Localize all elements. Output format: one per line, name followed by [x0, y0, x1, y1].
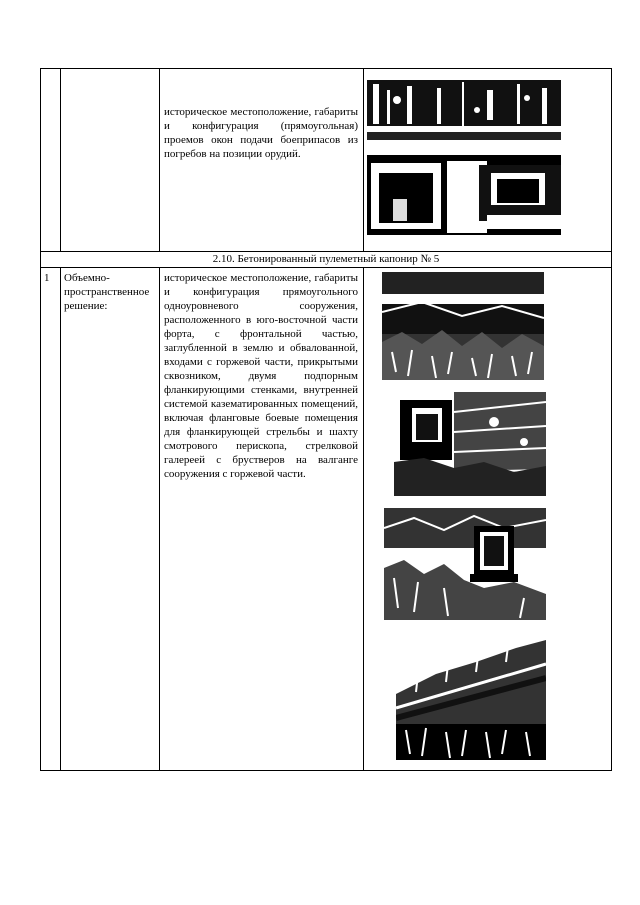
row-description: историческое местоположение, габариты и конфигурация прямоугольного одноуровневого сооружения, расположенного в юго-восточной части форта, с фронтальной частью, заглубленной в землю и обвалованной, входами с горжевой части, прикрытыми сквозником, двумя подпорным фланкирующими стенками, внутренней системой казематированных помещений, включая фланговые боевые помещения для фланкирующей стрельбы и шахту смотрового перископа, стрелковой галереей с брустверов на валганге сооружения с горжевой части.	[164, 272, 358, 480]
table-left-border	[40, 68, 41, 771]
column-divider-3-top	[363, 68, 364, 252]
photo-caponier-rampart	[396, 634, 546, 760]
top-row-description: историческое местоположение, габариты и конфигурация (прямоугольная) проемов окон подачи боеприпасов из погребов на позиции орудий.	[164, 106, 358, 160]
table-bottom-border	[40, 770, 612, 771]
row-label: Объемно-пространственное решение:	[64, 272, 150, 312]
photo-caponier-front	[382, 272, 544, 380]
column-divider-1-top	[60, 68, 61, 252]
photo-ammunition-windows	[367, 155, 561, 235]
section-title: 2.10. Бетонированный пулеметный капонир № 5	[212, 253, 440, 265]
table-top-border	[40, 68, 612, 69]
column-divider-2-top	[159, 68, 160, 252]
photo-casemate-facade	[367, 70, 561, 140]
column-divider-2-bottom	[159, 267, 160, 771]
photo-caponier-window	[384, 508, 546, 620]
column-divider-1-bottom	[60, 267, 61, 771]
section-row-bottom-border	[40, 267, 612, 268]
column-divider-3-bottom	[363, 267, 364, 771]
row-number: 1	[44, 272, 50, 284]
photo-caponier-entrance	[394, 392, 546, 496]
table-right-border	[611, 68, 612, 771]
